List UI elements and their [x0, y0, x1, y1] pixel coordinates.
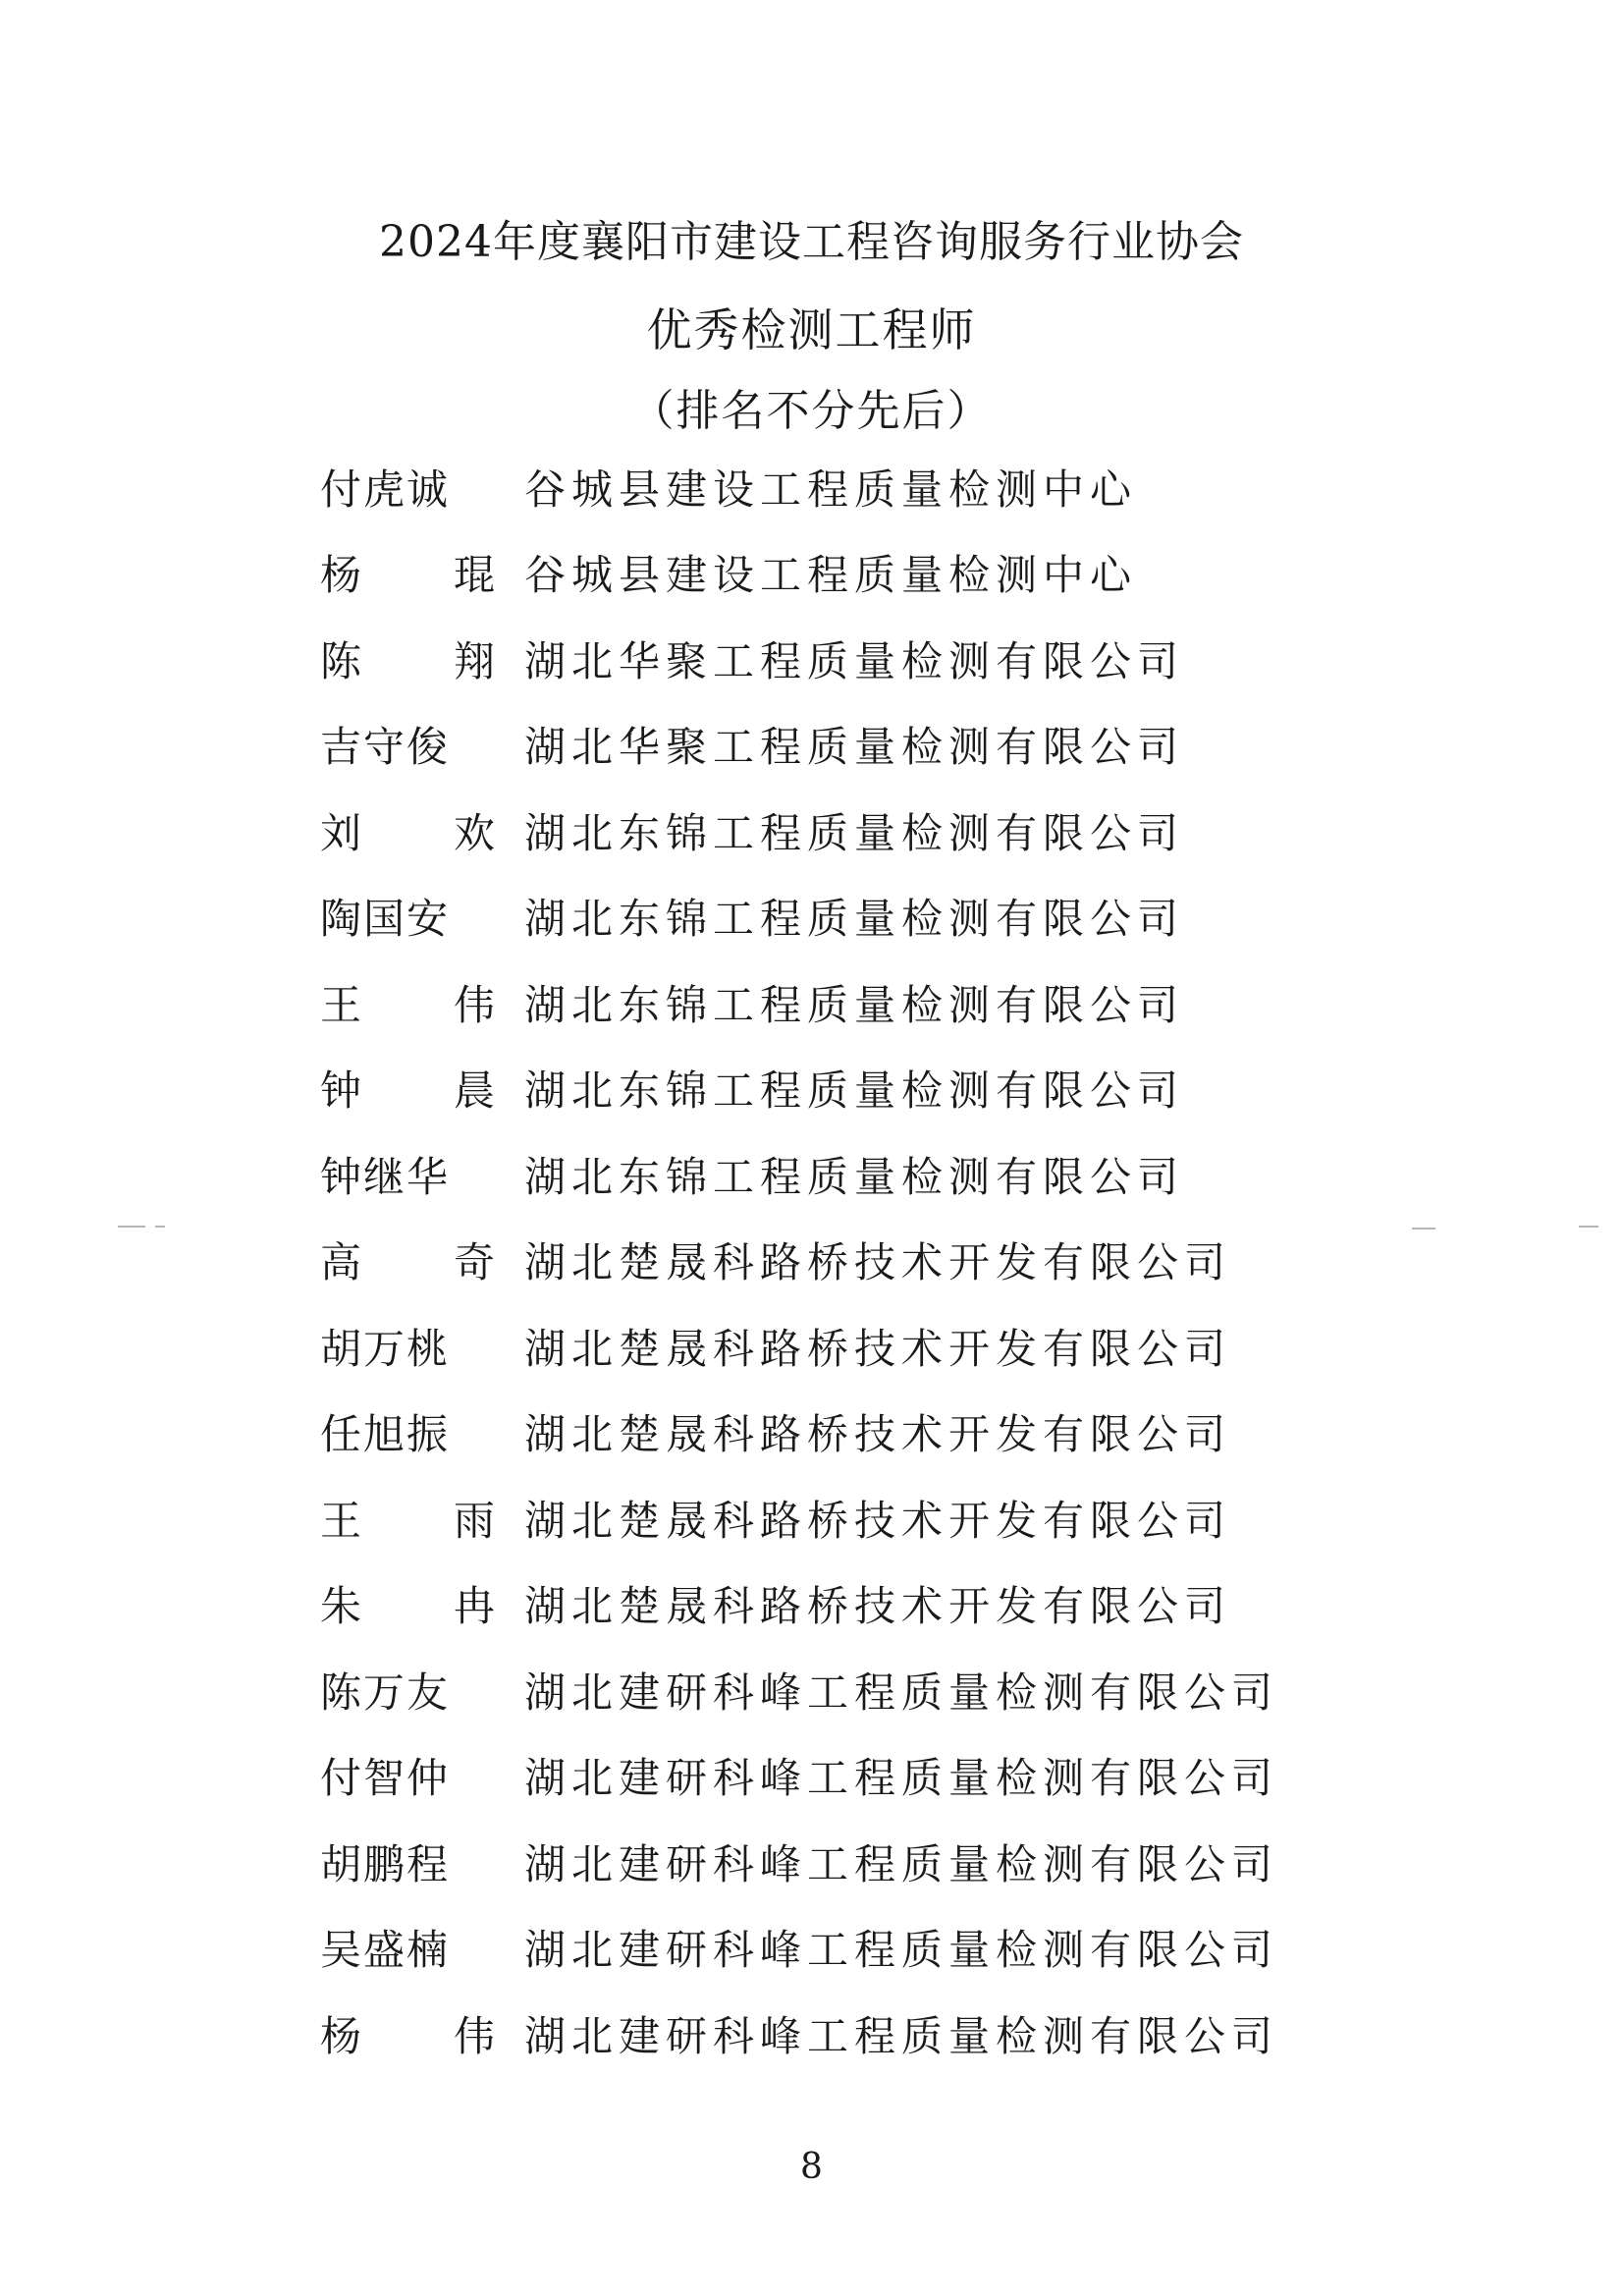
organization-name: 湖北东锦工程质量检测有限公司 [524, 895, 1185, 944]
engineer-name: 朱 冉 [320, 1582, 497, 1631]
list-item [320, 1561, 1302, 1648]
organization-name: 湖北东锦工程质量检测有限公司 [524, 808, 1185, 857]
organization-name: 谷城县建设工程质量检测中心 [524, 551, 1138, 600]
document-subtitle: 优秀检测工程师 [646, 303, 977, 356]
list-item [320, 1819, 1302, 1905]
organization-name: 湖北楚晟科路桥技术开发有限公司 [524, 1496, 1232, 1545]
list-item [320, 1390, 1302, 1476]
list-item [320, 1303, 1302, 1390]
list-item [320, 1647, 1302, 1733]
list-item [320, 616, 1302, 702]
organization-name: 湖北建研科峰工程质量检测有限公司 [524, 1754, 1279, 1803]
organization-name: 湖北建研科峰工程质量检测有限公司 [524, 1926, 1279, 1975]
engineer-name: 王 伟 [320, 980, 497, 1029]
list-item [320, 1905, 1302, 1992]
list-item [320, 1991, 1302, 2077]
engineer-name: 高 奇 [320, 1238, 497, 1287]
organization-name: 湖北东锦工程质量检测有限公司 [524, 1066, 1185, 1116]
list-item [320, 788, 1302, 874]
organization-name: 湖北华聚工程质量检测有限公司 [524, 723, 1185, 772]
scan-mark [118, 1226, 145, 1228]
ranking-note: （排名不分先后） [630, 386, 993, 436]
list-item [320, 702, 1302, 789]
engineer-name: 付虎诚 [320, 465, 451, 514]
engineer-name: 胡鹏程 [320, 1839, 451, 1888]
organization-name: 湖北建研科峰工程质量检测有限公司 [524, 1839, 1279, 1888]
organization-name: 湖北楚晟科路桥技术开发有限公司 [524, 1238, 1232, 1287]
document-title: 2024年度襄阳市建设工程咨询服务行业协会 [379, 217, 1244, 267]
organization-name: 湖北楚晟科路桥技术开发有限公司 [524, 1410, 1232, 1459]
list-item [320, 1733, 1302, 1820]
scan-mark [1412, 1228, 1435, 1230]
engineer-name: 付智仲 [320, 1754, 451, 1803]
page-number: 8 [800, 2147, 823, 2187]
list-item [320, 959, 1302, 1046]
organization-name: 湖北东锦工程质量检测有限公司 [524, 1152, 1185, 1201]
list-item [320, 1046, 1302, 1132]
engineer-name: 任旭振 [320, 1410, 451, 1459]
organization-name: 湖北华聚工程质量检测有限公司 [524, 636, 1185, 685]
engineer-name: 陈万友 [320, 1667, 451, 1717]
engineer-name: 杨 伟 [320, 2011, 497, 2060]
organization-name: 谷城县建设工程质量检测中心 [524, 465, 1138, 514]
organization-name: 湖北建研科峰工程质量检测有限公司 [524, 1667, 1279, 1717]
list-item [320, 530, 1302, 617]
engineer-name: 杨 琨 [320, 551, 497, 600]
list-item [320, 444, 1302, 530]
list-item [320, 874, 1302, 960]
organization-name: 湖北建研科峰工程质量检测有限公司 [524, 2011, 1279, 2060]
engineer-name: 刘 欢 [320, 808, 497, 857]
engineer-name: 胡万桃 [320, 1324, 451, 1373]
engineer-name: 钟 晨 [320, 1066, 497, 1116]
organization-name: 湖北东锦工程质量检测有限公司 [524, 980, 1185, 1029]
list-item [320, 1475, 1302, 1561]
organization-name: 湖北楚晟科路桥技术开发有限公司 [524, 1582, 1232, 1631]
engineer-name: 吉守俊 [320, 723, 451, 772]
list-item [320, 1218, 1302, 1304]
engineer-list [320, 444, 1302, 2077]
list-item [320, 1131, 1302, 1218]
scan-mark [155, 1226, 165, 1228]
scan-mark [1579, 1226, 1598, 1228]
engineer-name: 陶国安 [320, 895, 451, 944]
engineer-name: 钟继华 [320, 1152, 451, 1201]
organization-name: 湖北楚晟科路桥技术开发有限公司 [524, 1324, 1232, 1373]
engineer-name: 王 雨 [320, 1496, 497, 1545]
engineer-name: 陈 翔 [320, 636, 497, 685]
engineer-name: 吴盛楠 [320, 1926, 451, 1975]
